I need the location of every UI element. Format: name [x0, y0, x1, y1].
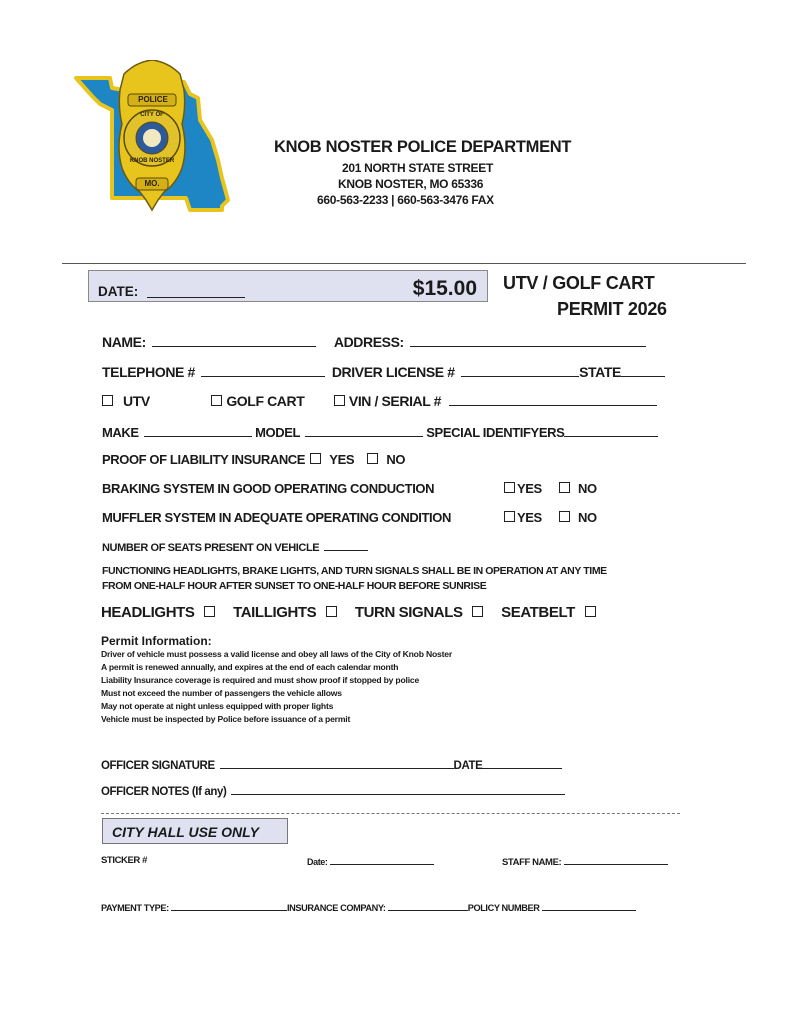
officer-notes-field[interactable] [231, 782, 565, 795]
row-braking [102, 481, 434, 496]
model-label: MODEL [255, 425, 300, 440]
city-date-field[interactable] [330, 855, 434, 865]
department-logo [72, 60, 232, 220]
headlights-checkbox[interactable] [204, 606, 215, 617]
header-divider [62, 263, 746, 264]
section-divider [101, 813, 680, 814]
city-hall-title: CITY HALL USE ONLY [112, 824, 260, 840]
department-name: KNOB NOSTER POLICE DEPARTMENT [274, 138, 572, 156]
permit-info-line: A permit is renewed annually, and expires at the end of each calendar month [101, 662, 399, 672]
officer-signature-field[interactable] [220, 756, 454, 769]
date-field[interactable] [147, 297, 245, 298]
staff-name-label: STAFF NAME: [502, 857, 562, 868]
turn-signals-checkbox[interactable] [472, 606, 483, 617]
make-label: MAKE [102, 425, 139, 440]
badge-text-police: POLICE [138, 95, 168, 104]
vin-field[interactable] [449, 393, 657, 406]
braking-yes-label: YES [517, 481, 542, 496]
permit-fee: $15.00 [412, 277, 477, 300]
date-fee-box [88, 270, 488, 302]
city-date-label: Date: [307, 857, 328, 867]
badge-text-city-of: CITY OF [140, 112, 164, 118]
name-label: NAME: [102, 334, 146, 350]
department-city: KNOB NOSTER, MO 65336 [338, 177, 484, 191]
vin-label: VIN / SERIAL # [348, 393, 442, 409]
permit-information [101, 634, 452, 726]
staff-name-field[interactable] [564, 855, 668, 865]
muffler-no-checkbox[interactable] [559, 511, 570, 522]
department-street: 201 NORTH STATE STREET [342, 161, 493, 175]
address-label: ADDRESS: [333, 334, 404, 350]
name-field[interactable] [152, 334, 316, 347]
seats-label: NUMBER OF SEATS PRESENT ON VEHICLE [102, 542, 320, 554]
equipment-checklist [101, 604, 600, 621]
permit-title-line2: PERMIT 2026 [557, 299, 667, 319]
permit-info-line: Liability Insurance coverage is required and must show proof if stopped by police [101, 675, 420, 685]
braking-no-label: NO [578, 481, 597, 496]
muffler-yes-checkbox[interactable] [504, 511, 515, 522]
insurance-label: PROOF OF LIABILITY INSURANCE [102, 452, 306, 467]
braking-yes-checkbox[interactable] [504, 482, 515, 493]
policy-number-field[interactable] [542, 901, 636, 911]
lights-notice-line2: FROM ONE-HALF HOUR AFTER SUNSET TO ONE-HALF HOUR BEFORE SUNRISE [102, 580, 487, 592]
headlights-label: HEADLIGHTS [101, 604, 195, 621]
golf-cart-checkbox[interactable] [211, 395, 222, 406]
row-officer-notes [101, 782, 565, 798]
police-badge-missouri-icon [72, 60, 232, 220]
city-hall-banner [102, 818, 288, 844]
payment-type-label: PAYMENT TYPE: [101, 903, 169, 913]
model-field[interactable] [305, 424, 423, 437]
badge-text-knob-noster: KNOB NOSTER [129, 158, 175, 164]
muffler-label: MUFFLER SYSTEM IN ADEQUATE OPERATING CONDITION [102, 510, 451, 525]
date-label: DATE: [98, 284, 139, 299]
row-payment [101, 901, 636, 913]
muffler-options [504, 510, 597, 525]
permit-info-line: May not operate at night unless equipped with proper lights [101, 701, 334, 711]
row-make-model [102, 424, 658, 440]
special-identifiers-label: SPECIAL IDENTIFYERS [426, 425, 565, 440]
insurance-no-checkbox[interactable] [367, 453, 378, 464]
sticker-label: STICKER # [101, 855, 148, 866]
lights-notice-line1: FUNCTIONING HEADLIGHTS, BRAKE LIGHTS, AND TURN SIGNALS SHALL BE IN OPERATION AT ANY TIME [102, 565, 607, 577]
row-city-date [307, 855, 434, 867]
taillights-label: TAILLIGHTS [233, 604, 317, 621]
permit-info-line: Driver of vehicle must possess a valid license and obey all laws of the City of Knob Noster [101, 649, 452, 659]
insurance-company-label: INSURANCE COMPANY: [286, 903, 386, 913]
braking-no-checkbox[interactable] [559, 482, 570, 493]
utv-label: UTV [123, 393, 150, 409]
row-telephone-license [102, 364, 665, 380]
driver-license-field[interactable] [461, 364, 579, 377]
seatbelt-label: SEATBELT [501, 604, 575, 621]
permit-info-line: Must not exceed the number of passengers the vehicle allows [101, 688, 342, 698]
seats-field[interactable] [324, 540, 368, 551]
officer-notes-label: OFFICER NOTES (If any) [101, 786, 227, 798]
department-phone: 660-563-2233 | 660-563-3476 FAX [317, 193, 494, 207]
turn-signals-label: TURN SIGNALS [354, 604, 463, 621]
seatbelt-checkbox[interactable] [585, 606, 596, 617]
officer-signature-label: OFFICER SIGNATURE [101, 760, 215, 772]
braking-options [504, 481, 597, 496]
policy-number-label: POLICY NUMBER [467, 903, 540, 913]
row-muffler [102, 510, 451, 525]
payment-type-field[interactable] [171, 901, 287, 911]
badge-text-mo: MO. [144, 179, 160, 188]
golf-cart-label: GOLF CART [226, 393, 305, 409]
row-insurance [102, 452, 405, 467]
officer-date-field[interactable] [482, 756, 562, 769]
taillights-checkbox[interactable] [326, 606, 337, 617]
insurance-no-label: NO [386, 452, 406, 467]
insurance-yes-checkbox[interactable] [310, 453, 321, 464]
state-field[interactable] [621, 364, 665, 377]
officer-date-label: DATE [453, 760, 483, 772]
insurance-yes-label: YES [329, 452, 355, 467]
permit-info-line: Vehicle must be inspected by Police before issuance of a permit [101, 714, 351, 724]
permit-title-line1: UTV / GOLF CART [503, 273, 655, 293]
vin-checkbox[interactable] [334, 395, 345, 406]
special-identifiers-field[interactable] [564, 424, 658, 437]
braking-label: BRAKING SYSTEM IN GOOD OPERATING CONDUCTION [102, 481, 435, 496]
muffler-no-label: NO [578, 510, 597, 525]
row-name-address [102, 334, 646, 350]
state-label: STATE [579, 364, 621, 380]
driver-license-label: DRIVER LICENSE # [331, 364, 455, 380]
insurance-company-field[interactable] [388, 901, 468, 911]
address-field[interactable] [410, 334, 646, 347]
muffler-yes-label: YES [517, 510, 542, 525]
row-officer-signature [101, 756, 562, 772]
row-staff-name [502, 855, 668, 868]
make-field[interactable] [144, 424, 252, 437]
telephone-field[interactable] [201, 364, 325, 377]
row-vehicle-type [102, 393, 657, 409]
row-seats [102, 540, 368, 554]
telephone-label: TELEPHONE # [102, 364, 195, 380]
utv-checkbox[interactable] [102, 395, 113, 406]
permit-info-title: Permit Information: [101, 634, 212, 648]
